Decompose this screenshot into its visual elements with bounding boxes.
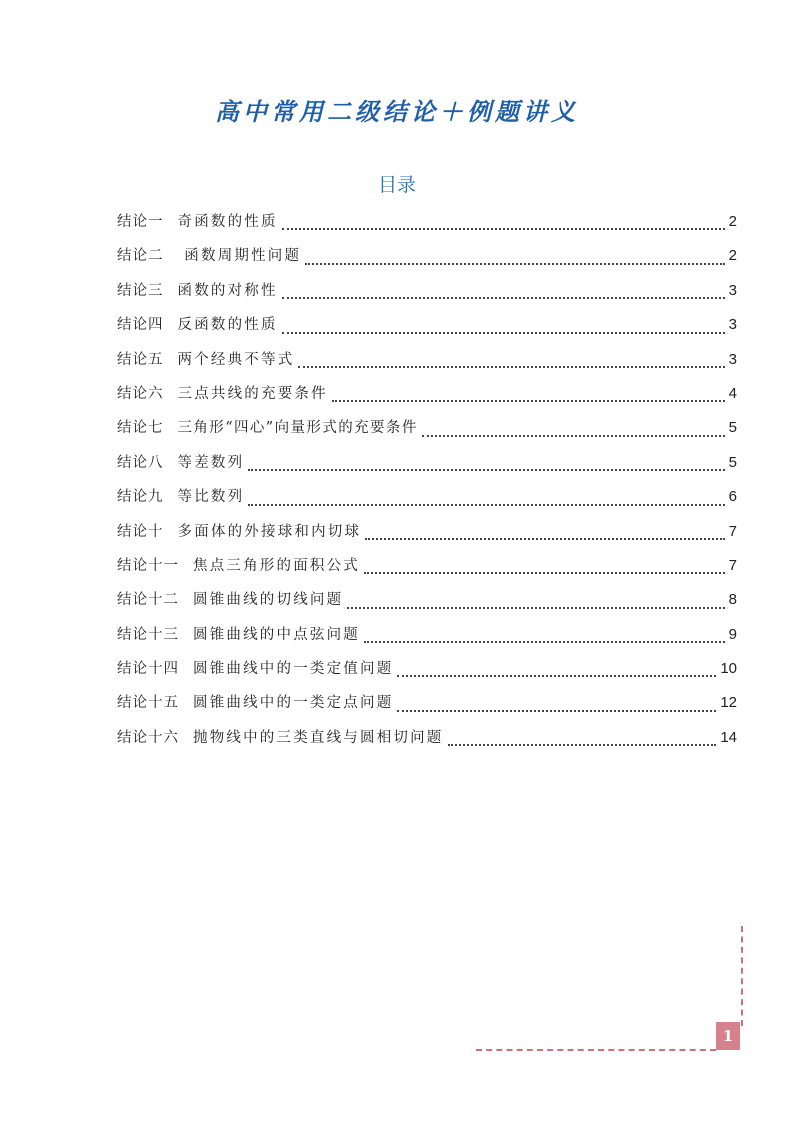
toc-entry[interactable]	[117, 411, 737, 445]
toc-entry[interactable]	[117, 652, 737, 686]
toc-entry-page: 10	[720, 660, 737, 678]
page-number-badge: 1	[716, 1022, 740, 1050]
toc-dot-leader	[332, 399, 725, 402]
toc-entry-title: 圆锥曲线的切线问题	[193, 592, 344, 609]
toc-entry[interactable]	[117, 480, 737, 514]
toc-entry-title: 圆锥曲线中的一类定值问题	[193, 661, 394, 678]
toc-entry-page: 14	[720, 728, 737, 746]
toc-entry-title: 函数的对称性	[177, 282, 278, 299]
toc-entry-number: 结论二	[117, 248, 164, 265]
document-title: 高中常用二级结论＋例题讲义	[215, 97, 579, 126]
toc-entry-page: 7	[728, 522, 737, 540]
toc-entry-page: 6	[728, 488, 737, 506]
toc-entry[interactable]	[117, 721, 737, 755]
toc-entry-title: 反函数的性质	[177, 317, 278, 334]
toc-entry-title: 圆锥曲线的中点弦问题	[193, 626, 360, 643]
toc-dot-leader	[448, 743, 717, 746]
toc-entry-page: 7	[728, 556, 737, 574]
toc-entry-number: 结论六	[117, 385, 164, 402]
toc-entry-title: 三点共线的充要条件	[177, 385, 328, 402]
toc-entry-page: 3	[728, 350, 737, 368]
footer-dashed-horizontal-rule	[476, 1049, 716, 1051]
toc-dot-leader	[298, 365, 724, 368]
toc-dot-leader	[364, 571, 725, 574]
toc-entry-number: 结论十二	[117, 592, 179, 609]
toc-dot-leader	[282, 227, 725, 230]
toc-entry-number: 结论七	[117, 420, 164, 437]
toc-entry-page: 5	[728, 453, 737, 471]
toc-entry-title: 函数周期性问题	[177, 248, 302, 265]
toc-entry-page: 8	[728, 591, 737, 609]
toc-entry-number: 结论四	[117, 317, 164, 334]
toc-entry-title: 三角形“四心”向量形式的充要条件	[177, 420, 418, 437]
toc-entry-page: 3	[728, 281, 737, 299]
toc-entry-number: 结论一	[117, 214, 164, 230]
toc-entry-title: 抛物线中的三类直线与圆相切问题	[193, 729, 444, 746]
toc-entry-title: 多面体的外接球和内切球	[177, 523, 362, 540]
toc-dot-leader	[365, 537, 724, 540]
toc-entry-page: 4	[728, 384, 737, 402]
toc-entry[interactable]	[117, 377, 737, 411]
toc-entry[interactable]	[117, 274, 737, 308]
toc-entry-title: 焦点三角形的面积公式	[193, 557, 360, 574]
toc-entry-number: 结论十六	[117, 729, 179, 746]
table-of-contents	[117, 205, 737, 755]
toc-entry-number: 结论九	[117, 489, 164, 506]
toc-entry-page: 9	[728, 625, 737, 643]
toc-entry-title: 两个经典不等式	[177, 351, 295, 368]
toc-dot-leader	[282, 296, 725, 299]
toc-entry-page: 3	[728, 316, 737, 334]
toc-dot-leader	[397, 709, 716, 712]
toc-entry[interactable]	[117, 686, 737, 720]
toc-entry-page: 5	[728, 419, 737, 437]
toc-entry-number: 结论十一	[117, 557, 179, 574]
toc-dot-leader	[422, 434, 725, 437]
toc-entry-number: 结论十	[117, 523, 164, 540]
toc-entry-title: 奇函数的性质	[177, 214, 278, 230]
toc-entry-title: 圆锥曲线中的一类定点问题	[193, 695, 394, 712]
toc-entry[interactable]	[117, 515, 737, 549]
toc-entry-page: 2	[728, 247, 737, 265]
toc-entry[interactable]	[117, 549, 737, 583]
toc-entry-title: 等比数列	[177, 489, 245, 506]
toc-entry[interactable]	[117, 446, 737, 480]
toc-entry-number: 结论十五	[117, 695, 179, 712]
toc-entry[interactable]	[117, 343, 737, 377]
toc-entry[interactable]	[117, 239, 737, 273]
toc-entry-number: 结论三	[117, 282, 164, 299]
toc-entry-page: 12	[720, 694, 737, 712]
toc-entry-number: 结论八	[117, 454, 164, 471]
toc-entry[interactable]	[117, 205, 737, 239]
toc-entry[interactable]	[117, 583, 737, 617]
toc-dot-leader	[305, 262, 724, 265]
toc-dot-leader	[282, 331, 725, 334]
footer-dashed-vertical-rule	[741, 926, 743, 1026]
toc-dot-leader	[248, 468, 724, 471]
toc-entry-number: 结论十四	[117, 661, 179, 678]
toc-entry[interactable]	[117, 308, 737, 342]
toc-dot-leader	[397, 674, 716, 677]
toc-dot-leader	[364, 640, 725, 643]
toc-dot-leader	[248, 503, 724, 506]
toc-entry-title: 等差数列	[177, 454, 245, 471]
toc-entry-page: 2	[728, 213, 737, 230]
toc-heading: 目录	[377, 174, 416, 196]
toc-entry-number: 结论五	[117, 351, 164, 368]
toc-entry-number: 结论十三	[117, 626, 179, 643]
toc-entry[interactable]	[117, 618, 737, 652]
toc-dot-leader	[347, 606, 724, 609]
